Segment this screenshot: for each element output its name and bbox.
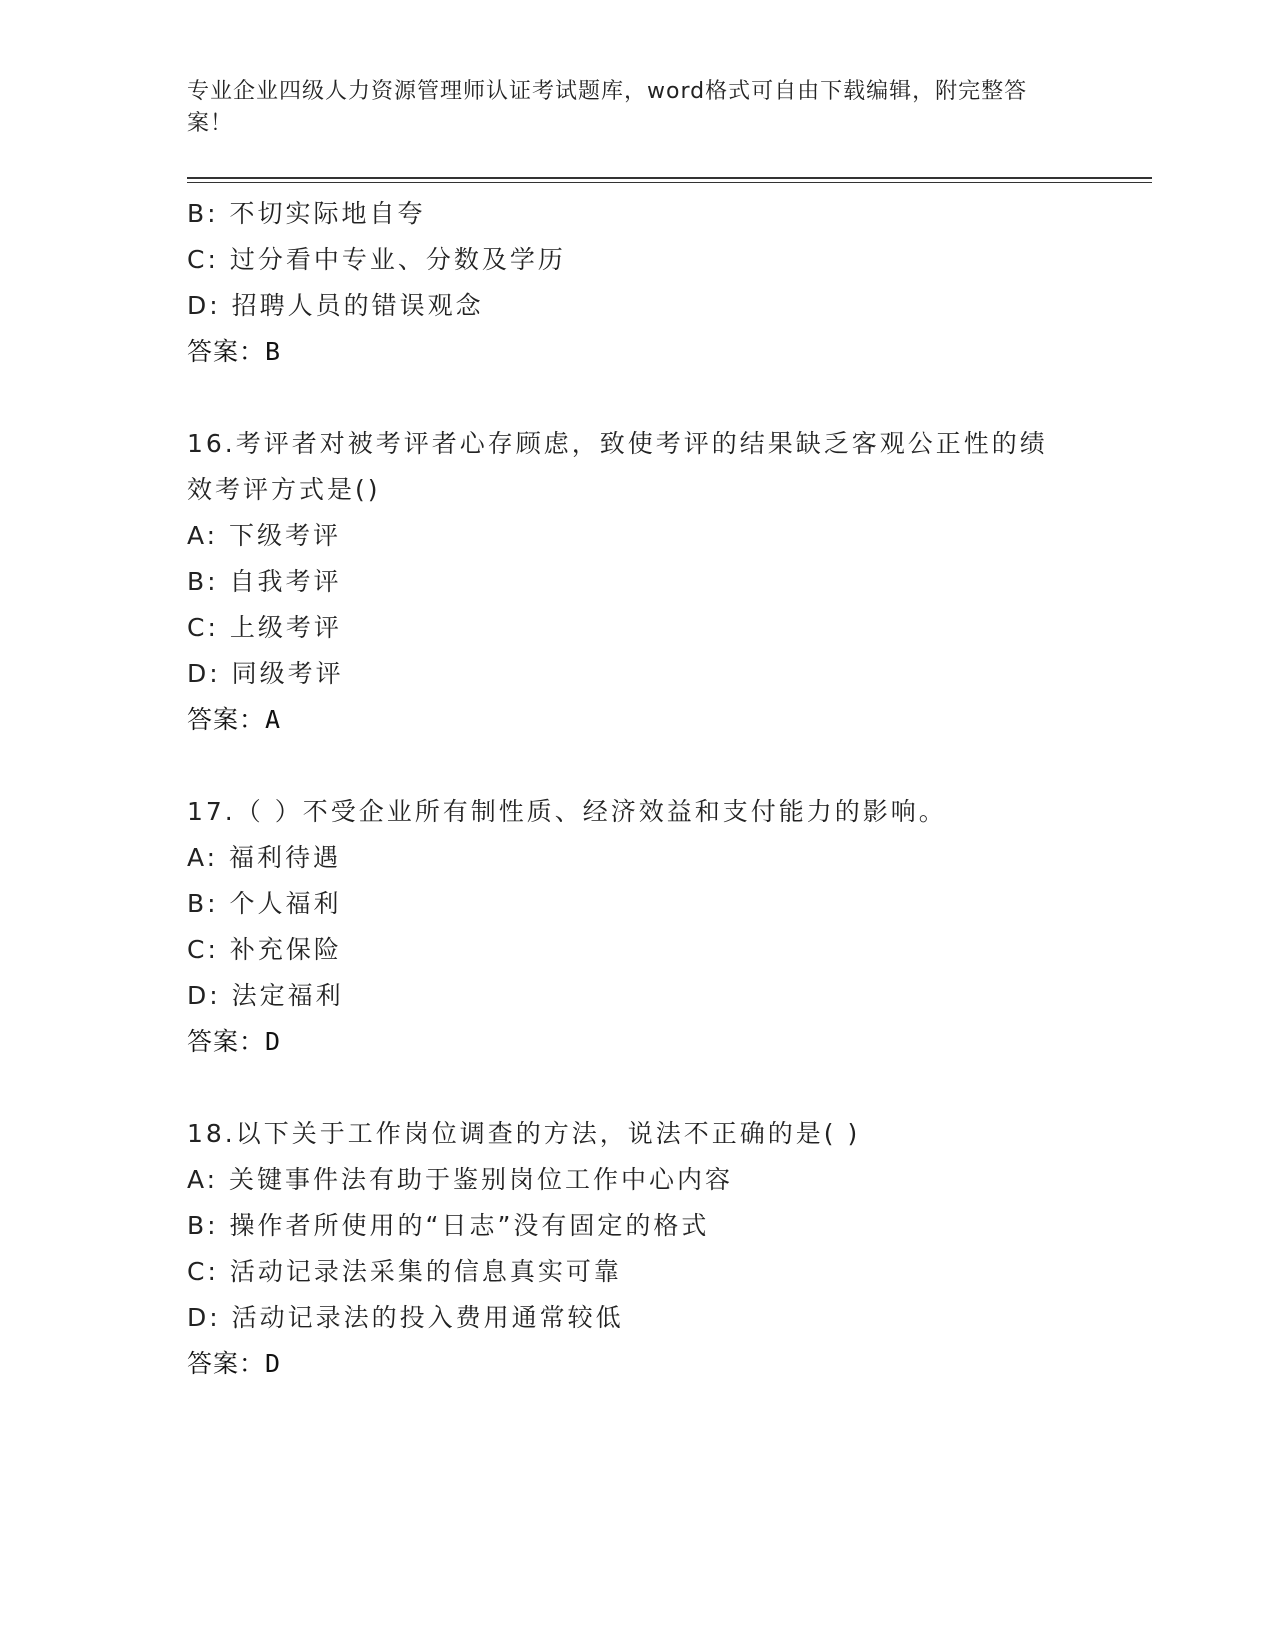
option-c: C: 补充保险 [187, 935, 342, 964]
question-15 [187, 191, 1087, 375]
header-divider-thick [187, 177, 1152, 179]
question-list [187, 191, 1087, 1387]
answer-value: D [265, 1027, 282, 1056]
answer-label: 答案： [187, 1027, 266, 1056]
option-a: A: 福利待遇 [187, 843, 342, 872]
answer-value: A [265, 705, 282, 734]
question-stem-continued: 效考评方式是() [187, 475, 381, 504]
question-18 [187, 1111, 1087, 1387]
option-b: B: 操作者所使用的“日志”没有固定的格式 [187, 1211, 710, 1240]
option-b: B: 个人福利 [187, 889, 342, 918]
option-b: B: 自我考评 [187, 567, 342, 596]
answer-line [187, 697, 1087, 743]
answer-value: B [265, 337, 282, 366]
option-a: A: 关键事件法有助于鉴别岗位工作中心内容 [187, 1165, 734, 1194]
answer-line [187, 1019, 1087, 1065]
question-stem: 17.（ ）不受企业所有制性质、经济效益和支付能力的影响。 [187, 797, 947, 826]
answer-line [187, 1341, 1087, 1387]
answer-label: 答案： [187, 705, 266, 734]
answer-label: 答案： [187, 337, 266, 366]
spacer [187, 743, 1087, 789]
answer-label: 答案： [187, 1349, 266, 1378]
answer-value: D [265, 1349, 282, 1378]
question-16 [187, 421, 1087, 743]
option-b: B: 不切实际地自夸 [187, 199, 426, 228]
question-stem: 16.考评者对被考评者心存顾虑，致使考评的结果缺乏客观公正性的绩 [187, 429, 1048, 458]
answer-line [187, 329, 1087, 375]
option-c: C: 上级考评 [187, 613, 342, 642]
option-c: C: 过分看中专业、分数及学历 [187, 245, 566, 274]
option-d: D: 法定福利 [187, 981, 344, 1010]
spacer [187, 1065, 1087, 1111]
question-stem: 18.以下关于工作岗位调查的方法，说法不正确的是( ) [187, 1119, 861, 1148]
question-17 [187, 789, 1087, 1065]
option-d: D: 活动记录法的投入费用通常较低 [187, 1303, 624, 1332]
option-a: A: 下级考评 [187, 521, 342, 550]
header-divider-thin [187, 182, 1152, 183]
option-d: D: 同级考评 [187, 659, 344, 688]
document-header: 专业企业四级人力资源管理师认证考试题库，word格式可自由下载编辑，附完整答案！ [187, 79, 1028, 136]
spacer [187, 375, 1087, 421]
option-d: D: 招聘人员的错误观念 [187, 291, 484, 320]
option-c: C: 活动记录法采集的信息真实可靠 [187, 1257, 622, 1286]
